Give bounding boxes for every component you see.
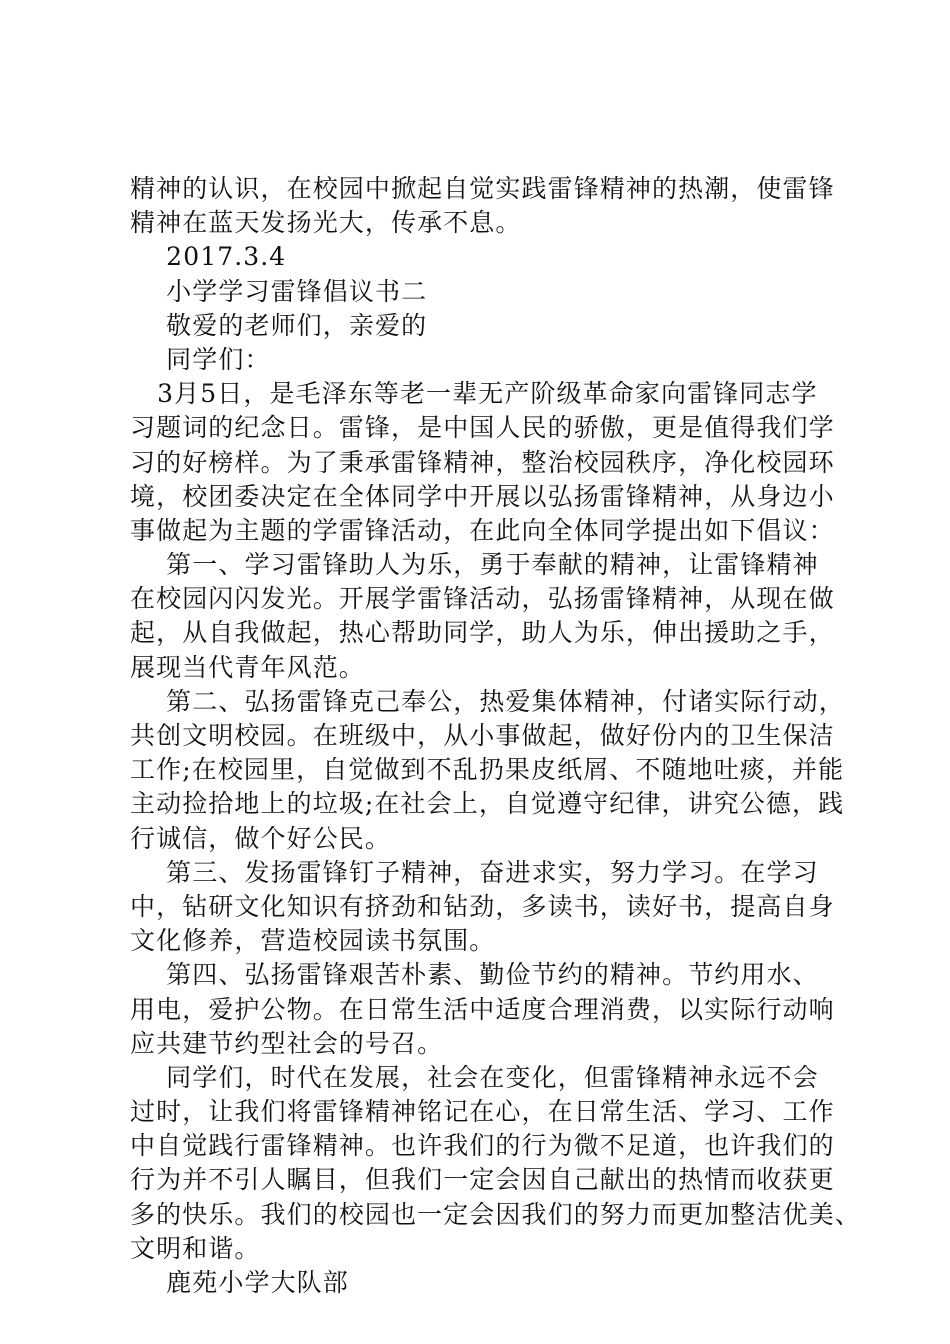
text-line: 用电，爱护公物。在日常生活中适度合理消费，以实际行动响 [130, 994, 835, 1024]
text-line: 中自觉践行雷锋精神。也许我们的行为微不足道，也许我们的 [130, 1131, 835, 1161]
text-line: 境，校团委决定在全体同学中开展以弘扬雷锋精神，从身边小 [130, 481, 835, 511]
text-line: 中，钻研文化知识有挤劲和钻劲，多读书，读好书，提高自身 [130, 891, 835, 921]
text-line: 文明和谐。 [130, 1233, 261, 1263]
text-line: 共创文明校园。在班级中，从小事做起，做好份内的卫生保洁 [130, 721, 835, 750]
text-line: 文化修养，营造校园读书氛围。 [130, 926, 496, 956]
text-line: 第四、弘扬雷锋艰苦朴素、勤俭节约的精神。节约用水、 [130, 960, 819, 990]
text-line: 3月5日，是毛泽东等老一辈无产阶级革命家向雷锋同志学 [130, 379, 818, 409]
text-line: 在校园闪闪发光。开展学雷锋活动，弘扬雷锋精神，从现在做 [130, 584, 835, 614]
text-line: 习的好榜样。为了秉承雷锋精神，整治校园秩序，净化校园环 [130, 447, 835, 477]
text-line: 精神在蓝天发扬光大，传承不息。 [130, 208, 522, 238]
text-line: 主动捡拾地上的垃圾;在社会上，自觉遵守纪律，讲究公德，践 [130, 789, 845, 819]
text-line: 行为并不引人瞩目，但我们一定会因自己献出的热情而收获更 [130, 1165, 835, 1195]
date-line: 2017.3.4 [130, 242, 287, 272]
text-line: 工作;在校园里，自觉做到不乱扔果皮纸屑、不随地吐痰，并能 [130, 755, 845, 785]
text-line: 第一、学习雷锋助人为乐，勇于奉献的精神，让雷锋精神 [130, 550, 819, 580]
text-line: 多的快乐。我们的校园也一定会因我们的努力而更加整洁优美、 [130, 1199, 861, 1229]
text-line: 展现当代青年风范。 [130, 652, 365, 682]
signature-line: 鹿苑小学大队部 [130, 1268, 349, 1297]
text-line: 精神的认识，在校园中掀起自觉实践雷锋精神的热潮，使雷锋 [130, 174, 835, 203]
text-line: 同学们，时代在发展，社会在变化，但雷锋精神永远不会 [130, 1062, 819, 1092]
text-line: 习题词的纪念日。雷锋，是中国人民的骄傲，更是值得我们学 [130, 413, 835, 443]
text-line: 第二、弘扬雷锋克己奉公，热爱集体精神，付诸实际行动， [130, 686, 845, 716]
text-line: 应共建节约型社会的号召。 [130, 1028, 444, 1058]
text-line: 起，从自我做起，热心帮助同学，助人为乐，伸出援助之手， [130, 618, 835, 648]
text-line: 事做起为主题的学雷锋活动，在此向全体同学提出如下倡议： [130, 515, 835, 545]
text-line: 过时，让我们将雷锋精神铭记在心，在日常生活、学习、工作 [130, 1097, 835, 1127]
document-title: 小学学习雷锋倡议书二 [130, 276, 428, 306]
salutation-line: 同学们： [130, 344, 271, 374]
document-body [130, 172, 861, 1300]
text-line: 行诚信，做个好公民。 [130, 823, 392, 853]
text-line: 第三、发扬雷锋钉子精神，奋进求实，努力学习。在学习 [130, 857, 819, 887]
salutation-line: 敬爱的老师们，亲爱的 [130, 310, 428, 340]
